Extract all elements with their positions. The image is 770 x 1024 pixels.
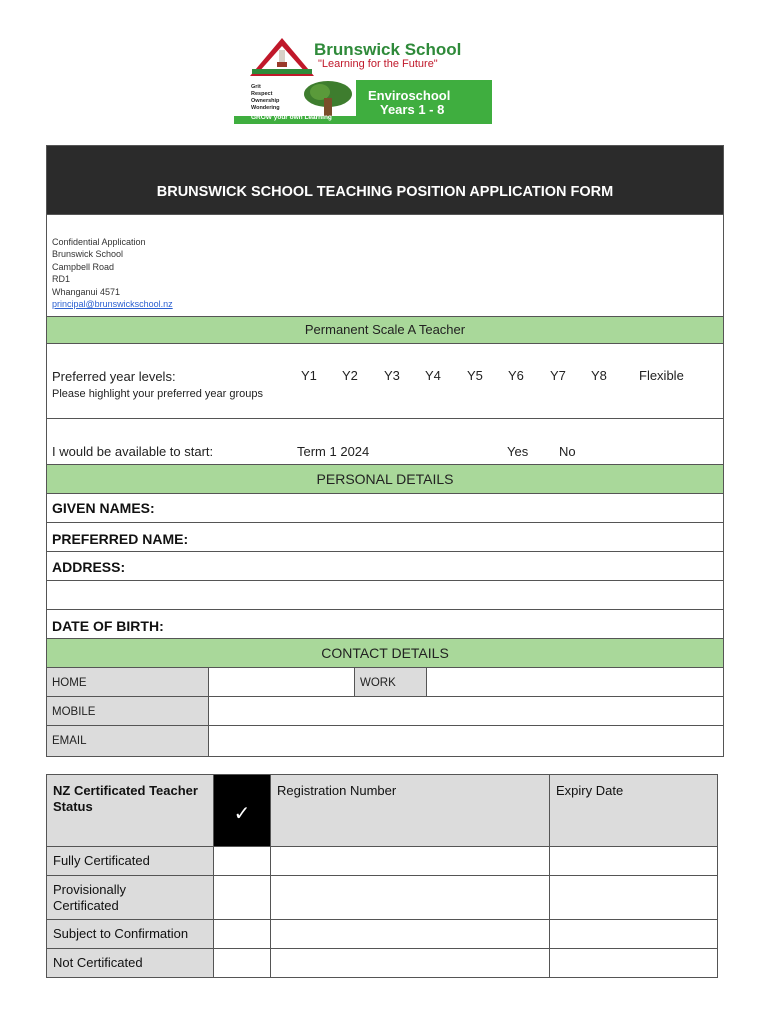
year-levels-hint: Please highlight your preferred year groups — [52, 388, 263, 400]
address-line: Whanganui 4571 — [52, 287, 121, 297]
check-cell-provisional[interactable] — [214, 876, 271, 920]
school-crest-icon — [248, 36, 316, 78]
contact-details-title: CONTACT DETAILS — [321, 645, 449, 661]
address-field[interactable] — [47, 552, 723, 581]
checkmark-icon: ✓ — [233, 803, 251, 825]
email-row — [47, 726, 723, 756]
status-fully-certificated: Fully Certificated — [53, 853, 150, 868]
year-levels-row — [47, 344, 723, 419]
registration-cell-not[interactable] — [271, 949, 550, 977]
certification-table — [46, 774, 718, 978]
registration-cell-provisional[interactable] — [271, 876, 550, 920]
year-option-y6[interactable]: Y6 — [508, 368, 524, 383]
school-motto: "Learning for the Future" — [318, 58, 438, 70]
status-row-label-cell — [47, 876, 214, 920]
given-names-field[interactable] — [47, 494, 723, 523]
tree-icon — [300, 80, 356, 116]
status-not-certificated: Not Certificated — [53, 955, 143, 970]
acrostic-wondering: Wondering — [251, 105, 280, 111]
personal-details-heading — [47, 465, 723, 494]
address-label: ADDRESS: — [52, 559, 126, 575]
year-option-y7[interactable]: Y7 — [550, 368, 566, 383]
expiry-cell-fully[interactable] — [550, 847, 717, 876]
mobile-input[interactable] — [209, 697, 723, 725]
registration-cell-fully[interactable] — [271, 847, 550, 876]
home-label: HOME — [52, 677, 87, 689]
year-option-y2[interactable]: Y2 — [342, 368, 358, 383]
enviroschool-years: Years 1 - 8 — [380, 102, 445, 117]
work-phone-input[interactable] — [427, 668, 723, 696]
address-line: RD1 — [52, 274, 71, 284]
grow-line: GROW your own Learning — [251, 114, 332, 121]
address-line: Confidential Application — [52, 237, 146, 247]
year-option-y3[interactable]: Y3 — [384, 368, 400, 383]
position-title: Permanent Scale A Teacher — [304, 322, 466, 337]
email-input[interactable] — [209, 726, 723, 756]
dob-field[interactable] — [47, 610, 723, 639]
email-label: EMAIL — [52, 735, 87, 747]
mobile-label: MOBILE — [52, 706, 96, 718]
expiry-cell-provisional[interactable] — [550, 876, 717, 920]
home-phone-input[interactable] — [209, 668, 355, 696]
availability-yes[interactable]: Yes — [507, 444, 529, 459]
expiry-header: Expiry Date — [556, 783, 624, 798]
home-work-row — [47, 668, 723, 697]
status-subject-to-confirmation: Subject to Confirmation — [53, 926, 189, 941]
personal-details-title: PERSONAL DETAILS — [316, 471, 454, 487]
check-header-cell — [214, 775, 271, 847]
status-row-label-cell — [47, 847, 214, 876]
application-form — [46, 145, 724, 757]
mobile-row — [47, 697, 723, 726]
status-header: NZ Certificated Teacher Status — [53, 783, 198, 814]
check-cell-fully[interactable] — [214, 847, 271, 876]
status-row-label-cell — [47, 920, 214, 949]
status-provisionally-certificated: Provisionally Certificated — [53, 882, 126, 913]
preferred-name-label: PREFERRED NAME: — [52, 531, 189, 547]
address-block — [47, 215, 723, 317]
expiry-cell-subject[interactable] — [550, 920, 717, 949]
year-option-flexible[interactable]: Flexible — [639, 368, 684, 383]
work-label: WORK — [360, 677, 396, 689]
expiry-cell-not[interactable] — [550, 949, 717, 977]
status-row-label-cell — [47, 949, 214, 977]
address-line: Campbell Road — [52, 262, 115, 272]
form-title: BRUNSWICK SCHOOL TEACHING POSITION APPLICATION FORM — [156, 184, 614, 200]
year-option-y1[interactable]: Y1 — [301, 368, 317, 383]
status-header-cell — [47, 775, 214, 847]
enviroschool-title: Enviroschool — [368, 88, 451, 103]
contact-details-heading — [47, 639, 723, 668]
year-option-y4[interactable]: Y4 — [425, 368, 441, 383]
dob-label: DATE OF BIRTH: — [52, 618, 164, 634]
year-option-y8[interactable]: Y8 — [591, 368, 607, 383]
check-cell-subject[interactable] — [214, 920, 271, 949]
position-heading — [47, 317, 723, 344]
availability-no[interactable]: No — [559, 444, 576, 459]
registration-header-cell — [271, 775, 550, 847]
registration-cell-subject[interactable] — [271, 920, 550, 949]
availability-label: I would be available to start: — [52, 444, 214, 459]
acrostic-ownership: Ownership — [251, 98, 280, 104]
enviroschool-banner — [234, 80, 492, 124]
given-names-label: GIVEN NAMES: — [52, 500, 155, 516]
email-link[interactable]: principal@brunswickschool.nz — [52, 299, 173, 309]
school-name: Brunswick School — [314, 40, 462, 59]
acrostic-grit: Grit — [251, 84, 261, 90]
year-levels-label: Preferred year levels: — [52, 369, 176, 384]
check-cell-not[interactable] — [214, 949, 271, 977]
acrostic-respect: Respect — [251, 91, 273, 97]
availability-term: Term 1 2024 — [297, 444, 370, 459]
address-line: Brunswick School — [52, 249, 124, 259]
expiry-header-cell — [550, 775, 717, 847]
form-title-bar — [47, 146, 723, 215]
availability-row — [47, 419, 723, 465]
year-option-y5[interactable]: Y5 — [467, 368, 483, 383]
registration-header: Registration Number — [277, 783, 397, 798]
preferred-name-field[interactable] — [47, 523, 723, 552]
address-field-line2[interactable] — [47, 581, 723, 610]
